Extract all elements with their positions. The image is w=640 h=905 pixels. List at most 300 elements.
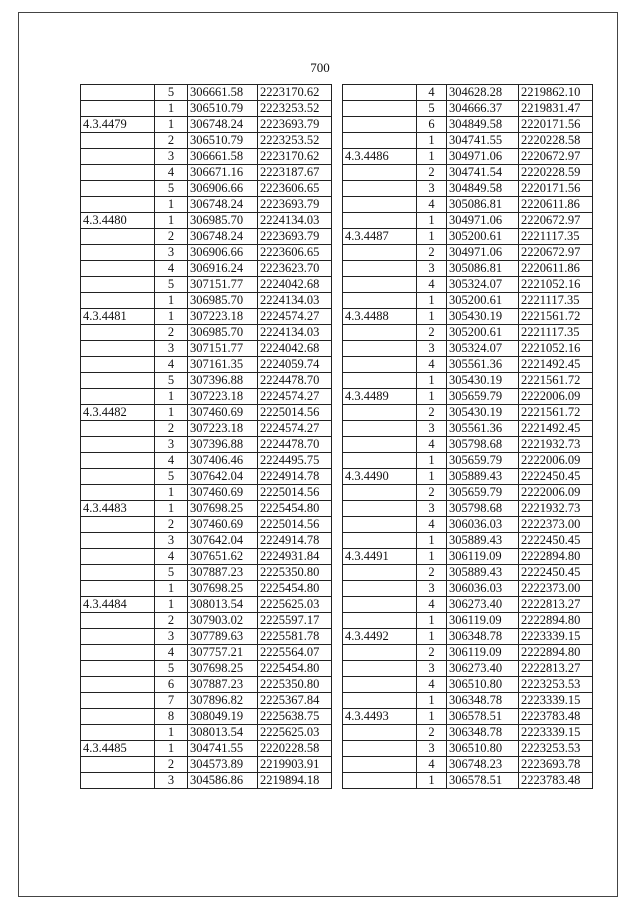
parcel-id-cell bbox=[343, 405, 417, 421]
parcel-id-cell bbox=[81, 293, 155, 309]
y-coordinate-cell: 2223170.62 bbox=[258, 149, 332, 165]
table-row bbox=[81, 693, 332, 709]
point-number-cell: 3 bbox=[417, 421, 447, 437]
parcel-id-cell bbox=[343, 261, 417, 277]
parcel-id-cell: 4.3.4488 bbox=[343, 309, 417, 325]
table-row bbox=[343, 389, 593, 405]
parcel-id-cell bbox=[343, 725, 417, 741]
y-coordinate-cell: 2223693.79 bbox=[258, 117, 332, 133]
parcel-id-cell bbox=[81, 373, 155, 389]
point-number-cell: 3 bbox=[417, 261, 447, 277]
y-coordinate-cell: 2223606.65 bbox=[258, 181, 332, 197]
x-coordinate-cell: 304586.86 bbox=[188, 773, 258, 789]
y-coordinate-cell: 2222006.09 bbox=[519, 453, 593, 469]
point-number-cell: 1 bbox=[155, 309, 188, 325]
y-coordinate-cell: 2222813.27 bbox=[519, 597, 593, 613]
x-coordinate-cell: 307698.25 bbox=[188, 581, 258, 597]
y-coordinate-cell: 2220171.56 bbox=[519, 181, 593, 197]
parcel-id-cell: 4.3.4482 bbox=[81, 405, 155, 421]
table-row bbox=[81, 389, 332, 405]
point-number-cell: 1 bbox=[155, 389, 188, 405]
table-row bbox=[81, 773, 332, 789]
table-row bbox=[343, 325, 593, 341]
y-coordinate-cell: 2219903.91 bbox=[258, 757, 332, 773]
y-coordinate-cell: 2225581.78 bbox=[258, 629, 332, 645]
point-number-cell: 5 bbox=[155, 565, 188, 581]
y-coordinate-cell: 2221117.35 bbox=[519, 325, 593, 341]
parcel-id-cell bbox=[343, 661, 417, 677]
point-number-cell: 3 bbox=[155, 533, 188, 549]
x-coordinate-cell: 305659.79 bbox=[447, 485, 519, 501]
parcel-id-cell bbox=[343, 341, 417, 357]
x-coordinate-cell: 307223.18 bbox=[188, 421, 258, 437]
table-row bbox=[81, 517, 332, 533]
point-number-cell: 3 bbox=[155, 437, 188, 453]
table-row bbox=[81, 149, 332, 165]
y-coordinate-cell: 2222813.27 bbox=[519, 661, 593, 677]
x-coordinate-cell: 305324.07 bbox=[447, 277, 519, 293]
x-coordinate-cell: 305889.43 bbox=[447, 533, 519, 549]
parcel-id-cell bbox=[343, 181, 417, 197]
parcel-id-cell bbox=[343, 421, 417, 437]
point-number-cell: 1 bbox=[417, 773, 447, 789]
x-coordinate-cell: 305430.19 bbox=[447, 405, 519, 421]
y-coordinate-cell: 2225638.75 bbox=[258, 709, 332, 725]
y-coordinate-cell: 2221492.45 bbox=[519, 357, 593, 373]
y-coordinate-cell: 2224478.70 bbox=[258, 437, 332, 453]
point-number-cell: 2 bbox=[417, 565, 447, 581]
table-row bbox=[81, 453, 332, 469]
y-coordinate-cell: 2223170.62 bbox=[258, 85, 332, 101]
y-coordinate-cell: 2223253.52 bbox=[258, 101, 332, 117]
table-row bbox=[81, 581, 332, 597]
parcel-id-cell bbox=[343, 373, 417, 389]
point-number-cell: 1 bbox=[155, 213, 188, 229]
point-number-cell: 4 bbox=[417, 597, 447, 613]
parcel-id-cell: 4.3.4481 bbox=[81, 309, 155, 325]
table-row bbox=[81, 501, 332, 517]
table-row bbox=[343, 405, 593, 421]
table-row bbox=[343, 517, 593, 533]
x-coordinate-cell: 307789.63 bbox=[188, 629, 258, 645]
y-coordinate-cell: 2224042.68 bbox=[258, 341, 332, 357]
parcel-id-cell bbox=[81, 453, 155, 469]
y-coordinate-cell: 2225367.84 bbox=[258, 693, 332, 709]
table-row bbox=[343, 629, 593, 645]
table-row bbox=[81, 213, 332, 229]
point-number-cell: 1 bbox=[417, 453, 447, 469]
y-coordinate-cell: 2225454.80 bbox=[258, 501, 332, 517]
x-coordinate-cell: 304741.55 bbox=[188, 741, 258, 757]
x-coordinate-cell: 306510.79 bbox=[188, 133, 258, 149]
parcel-id-cell bbox=[81, 421, 155, 437]
parcel-id-cell bbox=[343, 677, 417, 693]
x-coordinate-cell: 307396.88 bbox=[188, 437, 258, 453]
parcel-id-cell bbox=[81, 693, 155, 709]
x-coordinate-cell: 308049.19 bbox=[188, 709, 258, 725]
parcel-id-cell bbox=[343, 581, 417, 597]
point-number-cell: 7 bbox=[155, 693, 188, 709]
point-number-cell: 2 bbox=[155, 229, 188, 245]
table-row bbox=[343, 309, 593, 325]
point-number-cell: 2 bbox=[155, 613, 188, 629]
table-row bbox=[81, 709, 332, 725]
y-coordinate-cell: 2222006.09 bbox=[519, 389, 593, 405]
y-coordinate-cell: 2223783.48 bbox=[519, 709, 593, 725]
table-row bbox=[343, 213, 593, 229]
point-number-cell: 4 bbox=[155, 357, 188, 373]
point-number-cell: 4 bbox=[417, 757, 447, 773]
y-coordinate-cell: 2219894.18 bbox=[258, 773, 332, 789]
x-coordinate-cell: 305200.61 bbox=[447, 325, 519, 341]
point-number-cell: 5 bbox=[155, 373, 188, 389]
table-row bbox=[343, 133, 593, 149]
point-number-cell: 3 bbox=[417, 501, 447, 517]
x-coordinate-cell: 307887.23 bbox=[188, 677, 258, 693]
y-coordinate-cell: 2223253.53 bbox=[519, 677, 593, 693]
parcel-id-cell bbox=[343, 773, 417, 789]
table-row bbox=[81, 181, 332, 197]
x-coordinate-cell: 307151.77 bbox=[188, 277, 258, 293]
parcel-id-cell bbox=[81, 149, 155, 165]
y-coordinate-cell: 2222450.45 bbox=[519, 565, 593, 581]
y-coordinate-cell: 2220611.86 bbox=[519, 197, 593, 213]
y-coordinate-cell: 2225014.56 bbox=[258, 485, 332, 501]
table-row bbox=[343, 725, 593, 741]
parcel-id-cell bbox=[81, 133, 155, 149]
y-coordinate-cell: 2223623.70 bbox=[258, 261, 332, 277]
parcel-id-cell bbox=[81, 357, 155, 373]
parcel-id-cell bbox=[81, 101, 155, 117]
x-coordinate-cell: 306748.24 bbox=[188, 229, 258, 245]
x-coordinate-cell: 306985.70 bbox=[188, 293, 258, 309]
table-row bbox=[81, 277, 332, 293]
table-row bbox=[343, 373, 593, 389]
table-row bbox=[81, 629, 332, 645]
x-coordinate-cell: 304971.06 bbox=[447, 213, 519, 229]
table-row bbox=[81, 613, 332, 629]
point-number-cell: 1 bbox=[417, 469, 447, 485]
x-coordinate-cell: 308013.54 bbox=[188, 597, 258, 613]
table-row bbox=[81, 725, 332, 741]
table-row bbox=[343, 245, 593, 261]
parcel-id-cell bbox=[81, 389, 155, 405]
y-coordinate-cell: 2224042.68 bbox=[258, 277, 332, 293]
x-coordinate-cell: 305324.07 bbox=[447, 341, 519, 357]
point-number-cell: 2 bbox=[417, 725, 447, 741]
table-row bbox=[343, 181, 593, 197]
parcel-id-cell bbox=[81, 485, 155, 501]
table-row bbox=[343, 165, 593, 181]
parcel-id-cell bbox=[343, 165, 417, 181]
y-coordinate-cell: 2223253.52 bbox=[258, 133, 332, 149]
y-coordinate-cell: 2225597.17 bbox=[258, 613, 332, 629]
x-coordinate-cell: 304849.58 bbox=[447, 117, 519, 133]
parcel-id-cell bbox=[81, 277, 155, 293]
parcel-id-cell bbox=[81, 85, 155, 101]
x-coordinate-cell: 305430.19 bbox=[447, 373, 519, 389]
parcel-id-cell: 4.3.4486 bbox=[343, 149, 417, 165]
right-coordinates-table bbox=[342, 84, 593, 789]
parcel-id-cell bbox=[81, 341, 155, 357]
x-coordinate-cell: 306661.58 bbox=[188, 149, 258, 165]
table-row bbox=[343, 149, 593, 165]
x-coordinate-cell: 307396.88 bbox=[188, 373, 258, 389]
point-number-cell: 3 bbox=[155, 245, 188, 261]
parcel-id-cell: 4.3.4493 bbox=[343, 709, 417, 725]
table-row bbox=[81, 245, 332, 261]
table-row bbox=[343, 549, 593, 565]
y-coordinate-cell: 2222006.09 bbox=[519, 485, 593, 501]
x-coordinate-cell: 305561.36 bbox=[447, 357, 519, 373]
table-row bbox=[343, 197, 593, 213]
parcel-id-cell: 4.3.4492 bbox=[343, 629, 417, 645]
y-coordinate-cell: 2225350.80 bbox=[258, 677, 332, 693]
point-number-cell: 3 bbox=[417, 661, 447, 677]
parcel-id-cell bbox=[81, 709, 155, 725]
point-number-cell: 1 bbox=[155, 597, 188, 613]
table-row bbox=[343, 453, 593, 469]
parcel-id-cell bbox=[81, 613, 155, 629]
point-number-cell: 3 bbox=[417, 341, 447, 357]
parcel-id-cell bbox=[343, 437, 417, 453]
table-row bbox=[81, 661, 332, 677]
y-coordinate-cell: 2224914.78 bbox=[258, 533, 332, 549]
parcel-id-cell bbox=[343, 645, 417, 661]
x-coordinate-cell: 307642.04 bbox=[188, 469, 258, 485]
table-row bbox=[81, 133, 332, 149]
point-number-cell: 1 bbox=[155, 293, 188, 309]
point-number-cell: 3 bbox=[155, 773, 188, 789]
point-number-cell: 3 bbox=[155, 149, 188, 165]
y-coordinate-cell: 2225625.03 bbox=[258, 597, 332, 613]
y-coordinate-cell: 2225625.03 bbox=[258, 725, 332, 741]
parcel-id-cell bbox=[81, 677, 155, 693]
x-coordinate-cell: 307151.77 bbox=[188, 341, 258, 357]
point-number-cell: 1 bbox=[417, 629, 447, 645]
x-coordinate-cell: 306348.78 bbox=[447, 629, 519, 645]
x-coordinate-cell: 307406.46 bbox=[188, 453, 258, 469]
point-number-cell: 1 bbox=[417, 293, 447, 309]
table-row bbox=[343, 693, 593, 709]
parcel-id-cell bbox=[343, 741, 417, 757]
table-row bbox=[81, 469, 332, 485]
table-row bbox=[81, 677, 332, 693]
table-row bbox=[343, 277, 593, 293]
parcel-id-cell bbox=[81, 565, 155, 581]
x-coordinate-cell: 305889.43 bbox=[447, 565, 519, 581]
y-coordinate-cell: 2222450.45 bbox=[519, 469, 593, 485]
x-coordinate-cell: 304573.89 bbox=[188, 757, 258, 773]
table-row bbox=[343, 261, 593, 277]
table-row bbox=[343, 677, 593, 693]
y-coordinate-cell: 2220228.59 bbox=[519, 165, 593, 181]
parcel-id-cell bbox=[343, 533, 417, 549]
point-number-cell: 1 bbox=[155, 117, 188, 133]
x-coordinate-cell: 304741.55 bbox=[447, 133, 519, 149]
table-row bbox=[343, 741, 593, 757]
table-row bbox=[81, 101, 332, 117]
point-number-cell: 1 bbox=[417, 309, 447, 325]
parcel-id-cell bbox=[81, 773, 155, 789]
parcel-id-cell: 4.3.4487 bbox=[343, 229, 417, 245]
table-row bbox=[343, 469, 593, 485]
point-number-cell: 2 bbox=[417, 485, 447, 501]
x-coordinate-cell: 305659.79 bbox=[447, 453, 519, 469]
x-coordinate-cell: 306578.51 bbox=[447, 709, 519, 725]
point-number-cell: 1 bbox=[417, 213, 447, 229]
x-coordinate-cell: 306578.51 bbox=[447, 773, 519, 789]
parcel-id-cell bbox=[343, 597, 417, 613]
y-coordinate-cell: 2224134.03 bbox=[258, 213, 332, 229]
y-coordinate-cell: 2222450.45 bbox=[519, 533, 593, 549]
table-row bbox=[343, 773, 593, 789]
point-number-cell: 2 bbox=[417, 645, 447, 661]
parcel-id-cell bbox=[343, 85, 417, 101]
table-row bbox=[81, 533, 332, 549]
table-row bbox=[81, 229, 332, 245]
x-coordinate-cell: 306985.70 bbox=[188, 213, 258, 229]
y-coordinate-cell: 2224574.27 bbox=[258, 309, 332, 325]
table-row bbox=[81, 341, 332, 357]
point-number-cell: 1 bbox=[155, 581, 188, 597]
point-number-cell: 3 bbox=[155, 341, 188, 357]
parcel-id-cell bbox=[81, 645, 155, 661]
y-coordinate-cell: 2223339.15 bbox=[519, 725, 593, 741]
y-coordinate-cell: 2221052.16 bbox=[519, 277, 593, 293]
y-coordinate-cell: 2220672.97 bbox=[519, 149, 593, 165]
x-coordinate-cell: 306273.40 bbox=[447, 597, 519, 613]
point-number-cell: 4 bbox=[417, 197, 447, 213]
x-coordinate-cell: 306119.09 bbox=[447, 549, 519, 565]
x-coordinate-cell: 306748.24 bbox=[188, 197, 258, 213]
y-coordinate-cell: 2225350.80 bbox=[258, 565, 332, 581]
x-coordinate-cell: 307223.18 bbox=[188, 389, 258, 405]
parcel-id-cell bbox=[343, 757, 417, 773]
x-coordinate-cell: 307161.35 bbox=[188, 357, 258, 373]
table-row bbox=[343, 565, 593, 581]
parcel-id-cell bbox=[81, 757, 155, 773]
point-number-cell: 3 bbox=[417, 181, 447, 197]
table-row bbox=[81, 117, 332, 133]
table-row bbox=[81, 741, 332, 757]
y-coordinate-cell: 2222894.80 bbox=[519, 645, 593, 661]
parcel-id-cell bbox=[343, 101, 417, 117]
parcel-id-cell bbox=[343, 293, 417, 309]
x-coordinate-cell: 306119.09 bbox=[447, 645, 519, 661]
table-row bbox=[343, 341, 593, 357]
point-number-cell: 4 bbox=[417, 517, 447, 533]
right-table-body bbox=[343, 85, 593, 789]
parcel-id-cell bbox=[81, 629, 155, 645]
y-coordinate-cell: 2225564.07 bbox=[258, 645, 332, 661]
point-number-cell: 1 bbox=[155, 741, 188, 757]
y-coordinate-cell: 2221492.45 bbox=[519, 421, 593, 437]
table-row bbox=[81, 309, 332, 325]
parcel-id-cell bbox=[343, 117, 417, 133]
parcel-id-cell bbox=[343, 213, 417, 229]
x-coordinate-cell: 305798.68 bbox=[447, 437, 519, 453]
point-number-cell: 5 bbox=[155, 85, 188, 101]
y-coordinate-cell: 2225014.56 bbox=[258, 405, 332, 421]
point-number-cell: 3 bbox=[417, 581, 447, 597]
point-number-cell: 4 bbox=[155, 261, 188, 277]
parcel-id-cell: 4.3.4485 bbox=[81, 741, 155, 757]
point-number-cell: 4 bbox=[417, 677, 447, 693]
x-coordinate-cell: 305200.61 bbox=[447, 229, 519, 245]
x-coordinate-cell: 305798.68 bbox=[447, 501, 519, 517]
table-row bbox=[343, 597, 593, 613]
parcel-id-cell bbox=[81, 261, 155, 277]
y-coordinate-cell: 2223187.67 bbox=[258, 165, 332, 181]
parcel-id-cell bbox=[81, 245, 155, 261]
parcel-id-cell bbox=[81, 533, 155, 549]
x-coordinate-cell: 306661.58 bbox=[188, 85, 258, 101]
point-number-cell: 6 bbox=[417, 117, 447, 133]
table-row bbox=[343, 501, 593, 517]
point-number-cell: 1 bbox=[155, 485, 188, 501]
parcel-id-cell bbox=[81, 229, 155, 245]
point-number-cell: 8 bbox=[155, 709, 188, 725]
parcel-id-cell bbox=[81, 517, 155, 533]
table-row bbox=[81, 437, 332, 453]
x-coordinate-cell: 307896.82 bbox=[188, 693, 258, 709]
y-coordinate-cell: 2222894.80 bbox=[519, 549, 593, 565]
x-coordinate-cell: 307903.02 bbox=[188, 613, 258, 629]
point-number-cell: 4 bbox=[155, 165, 188, 181]
table-row bbox=[81, 357, 332, 373]
y-coordinate-cell: 2221117.35 bbox=[519, 229, 593, 245]
point-number-cell: 2 bbox=[417, 165, 447, 181]
point-number-cell: 5 bbox=[155, 277, 188, 293]
y-coordinate-cell: 2219831.47 bbox=[519, 101, 593, 117]
point-number-cell: 3 bbox=[155, 629, 188, 645]
y-coordinate-cell: 2224574.27 bbox=[258, 421, 332, 437]
parcel-id-cell: 4.3.4483 bbox=[81, 501, 155, 517]
x-coordinate-cell: 307887.23 bbox=[188, 565, 258, 581]
y-coordinate-cell: 2222373.00 bbox=[519, 581, 593, 597]
y-coordinate-cell: 2223253.53 bbox=[519, 741, 593, 757]
y-coordinate-cell: 2223693.79 bbox=[258, 197, 332, 213]
x-coordinate-cell: 305561.36 bbox=[447, 421, 519, 437]
x-coordinate-cell: 306036.03 bbox=[447, 517, 519, 533]
table-row bbox=[343, 533, 593, 549]
x-coordinate-cell: 307698.25 bbox=[188, 661, 258, 677]
x-coordinate-cell: 305430.19 bbox=[447, 309, 519, 325]
y-coordinate-cell: 2225454.80 bbox=[258, 581, 332, 597]
point-number-cell: 2 bbox=[155, 325, 188, 341]
y-coordinate-cell: 2222894.80 bbox=[519, 613, 593, 629]
parcel-id-cell: 4.3.4480 bbox=[81, 213, 155, 229]
table-row bbox=[343, 581, 593, 597]
point-number-cell: 1 bbox=[155, 101, 188, 117]
parcel-id-cell bbox=[343, 453, 417, 469]
x-coordinate-cell: 305086.81 bbox=[447, 261, 519, 277]
point-number-cell: 1 bbox=[417, 229, 447, 245]
table-row bbox=[81, 373, 332, 389]
y-coordinate-cell: 2221561.72 bbox=[519, 309, 593, 325]
point-number-cell: 1 bbox=[417, 389, 447, 405]
point-number-cell: 1 bbox=[417, 549, 447, 565]
point-number-cell: 2 bbox=[155, 757, 188, 773]
point-number-cell: 1 bbox=[155, 725, 188, 741]
point-number-cell: 1 bbox=[417, 709, 447, 725]
point-number-cell: 2 bbox=[155, 517, 188, 533]
y-coordinate-cell: 2223693.78 bbox=[519, 757, 593, 773]
point-number-cell: 3 bbox=[417, 741, 447, 757]
table-row bbox=[343, 709, 593, 725]
parcel-id-cell bbox=[81, 325, 155, 341]
